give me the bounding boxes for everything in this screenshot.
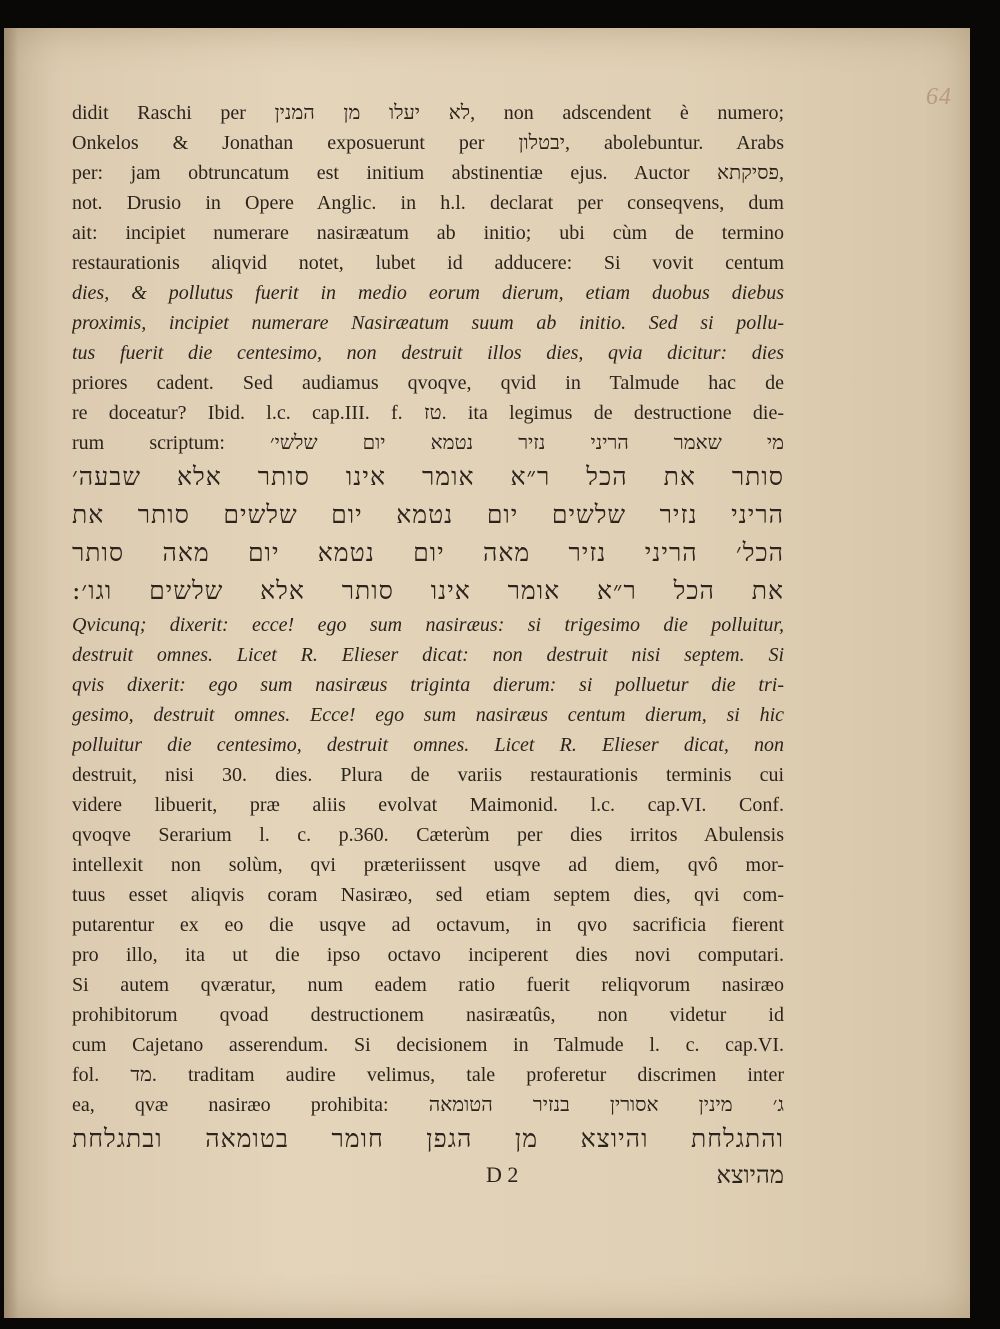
text-line-22: destruit, nisi 30. dies. Plura de variis restaurationis terminis cui bbox=[72, 764, 784, 786]
text-line-7: dies, & pollutus fuerit in medio eorum dierum, etiam duobus diebus bbox=[72, 282, 784, 304]
text-line-32: fol. מד. traditam audire velimus, tale proferetur discrimen inter bbox=[72, 1064, 784, 1086]
text-line-31: cum Cajetano asserendum. Si decisionem in Talmude l. c. cap.VI. bbox=[72, 1034, 784, 1056]
text-line-33: ea, qvæ nasiræo prohibita: ג׳ מינין אסורין בנזיר הטומאה bbox=[72, 1094, 784, 1116]
text-line-2: Onkelos & Jonathan exposuerunt per יבטלון, abolebuntur. Arabs bbox=[72, 132, 784, 154]
text-line-29: Si autem qværatur, num eadem ratio fuerit reliqvorum nasiræo bbox=[72, 974, 784, 996]
text-line-21: polluitur die centesimo, destruit omnes. Licet R. Elieser dicat, non bbox=[72, 734, 784, 756]
text-line-5: ait: incipiet numerare nasiræatum ab initio; ubi cùm de termino bbox=[72, 222, 784, 244]
footer-line bbox=[72, 1158, 784, 1192]
text-line-1: didit Raschi per לא יעלו מן המנין, non adscendent è numero; bbox=[72, 102, 784, 124]
page-binding-edge bbox=[4, 28, 18, 1318]
text-line-18: destruit omnes. Licet R. Elieser dicat: non destruit nisi septem. Si bbox=[72, 644, 784, 666]
text-line-25: intellexit non solùm, qvi præteriissent usqve ad diem, qvô mor- bbox=[72, 854, 784, 876]
text-line-30: prohibitorum qvoad destructionem nasiræatûs, non videtur id bbox=[72, 1004, 784, 1026]
text-line-24: qvoqve Serarium l. c. p.360. Cæterùm per dies irritos Abulensis bbox=[72, 824, 784, 846]
text-line-10: priores cadent. Sed audiamus qvoqve, qvid in Talmude hac de bbox=[72, 372, 784, 394]
text-line-23: videre libuerit, præ aliis evolvat Maimonid. l.c. cap.VI. Conf. bbox=[72, 794, 784, 816]
text-line-20: gesimo, destruit omnes. Ecce! ego sum nasiræus centum dierum, si hic bbox=[72, 704, 784, 726]
text-line-12: rum scriptum: מי שאמר הריני נזיר נטמא יום שלשי׳ bbox=[72, 432, 784, 454]
folio-number: 64 bbox=[926, 84, 952, 110]
signature-mark: D 2 bbox=[486, 1162, 519, 1187]
hebrew-line-1: סותר את הכל ר״א אומר אינו סותר אלא שבעה׳ bbox=[72, 462, 784, 491]
text-line-6: restaurationis aliqvid notet, lubet id adducere: Si vovit centum bbox=[72, 252, 784, 274]
text-line-19: qvis dixerit: ego sum nasiræus triginta dierum: si polluetur die tri- bbox=[72, 674, 784, 696]
text-line-4: not. Drusio in Opere Anglic. in h.l. declarat per conseqvens, dum bbox=[72, 192, 784, 214]
body-text bbox=[72, 98, 784, 1192]
hebrew-line-3: הכל׳ הריני נזיר מאה יום נטמא יום מאה סותר bbox=[72, 538, 784, 567]
text-line-3: per: jam obtruncatum est initium abstinentiæ ejus. Auctor פסיקתא, bbox=[72, 162, 784, 184]
text-line-9: tus fuerit die centesimo, non destruit illos dies, qvia dicitur: dies bbox=[72, 342, 784, 364]
text-line-26: tuus esset aliqvis coram Nasiræo, sed etiam septem dies, qvi com- bbox=[72, 884, 784, 906]
catchword: מהיוצא bbox=[716, 1161, 784, 1189]
text-line-27: putarentur ex eo die usqve ad octavum, in qvo sacrificia fierent bbox=[72, 914, 784, 936]
text-line-28: pro illo, ita ut die ipso octavo inciperent dies novi computari. bbox=[72, 944, 784, 966]
hebrew-line-4: את הכל ר״א אומר אינו סותר אלא שלשים וגו׳: bbox=[72, 576, 784, 605]
manuscript-page bbox=[4, 28, 970, 1318]
text-line-17: Qvicunq; dixerit: ecce! ego sum nasiræus: si trigesimo die polluitur, bbox=[72, 614, 784, 636]
text-line-11: re doceatur? Ibid. l.c. cap.III. f. טז. ita legimus de destructione die- bbox=[72, 402, 784, 424]
hebrew-line-2: הריני נזיר שלשים יום נטמא יום שלשים סותר את bbox=[72, 500, 784, 529]
hebrew-line-5: והתגלחת והיוצא מן הגפן חומר בטומאה ובתגלחת bbox=[72, 1124, 784, 1153]
text-line-8: proximis, incipiet numerare Nasiræatum suum ab initio. Sed si pollu- bbox=[72, 312, 784, 334]
